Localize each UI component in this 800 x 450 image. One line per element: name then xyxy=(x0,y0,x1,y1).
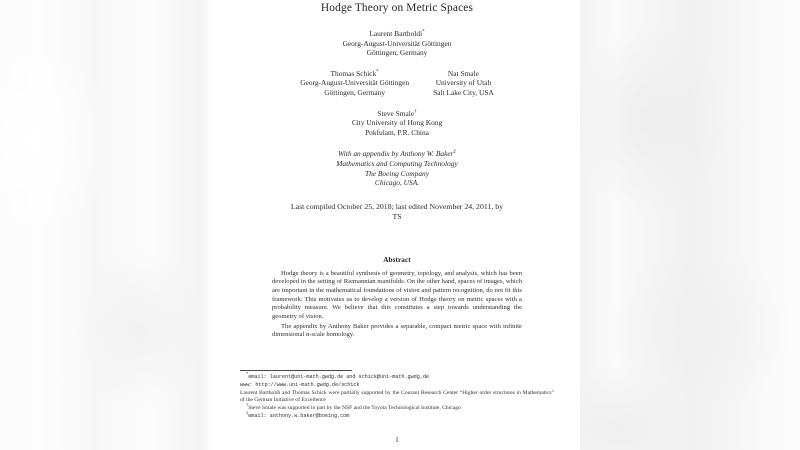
author-name: Laurent Bartholdi xyxy=(369,29,423,38)
footnote-email-bartholdi[interactable]: laurent@uni-math.gwdg.de xyxy=(269,374,344,381)
abstract-heading: Abstract xyxy=(383,255,411,264)
author-block-nat-smale xyxy=(433,69,494,98)
compiled-line-2: TS xyxy=(392,211,402,221)
author-location: Salt Lake City, USA xyxy=(433,87,494,97)
author-affiliation: Georg-August-Universität Göttingen xyxy=(342,38,452,48)
footnote-url-schick[interactable]: http://www.uni-math.gwdg.de/schick xyxy=(255,382,360,389)
appendix-credit-block xyxy=(240,149,554,187)
footnote-section xyxy=(240,370,554,420)
author-affiliation: Georg-August-Universität Göttingen xyxy=(300,78,410,88)
author-footnote-mark: * xyxy=(422,29,425,35)
author-location: Pokfulam, P.R. China xyxy=(365,127,429,137)
footnote-mark: ‡ xyxy=(246,409,249,415)
appendix-department: Mathematics and Computing Technology xyxy=(336,158,458,168)
author-block-schick xyxy=(300,69,409,98)
footnote-www-label: www: xyxy=(240,382,256,389)
footnote-item xyxy=(240,382,554,389)
author-footnote-mark: * xyxy=(376,69,379,75)
footnote-email-label: email: xyxy=(248,374,270,381)
footnote-item xyxy=(240,409,554,420)
author-name-line xyxy=(433,69,494,79)
page-title: Hodge Theory on Metric Spaces xyxy=(320,2,474,14)
backdrop-right xyxy=(580,0,800,450)
abstract-section xyxy=(240,255,554,340)
compiled-timestamp xyxy=(240,202,554,222)
appendix-footnote-mark: ‡ xyxy=(453,149,457,155)
paper-page xyxy=(214,0,580,450)
author-block-steve-smale xyxy=(240,109,554,138)
footnote-divider-rule xyxy=(240,370,352,371)
footnote-conjunction: and xyxy=(343,374,359,381)
appendix-credit-line xyxy=(240,149,554,159)
backdrop-left xyxy=(0,0,214,450)
footnote-email-baker[interactable]: anthony.w.baker@boeing.com xyxy=(269,412,350,419)
footnote-email-label: email: xyxy=(248,412,270,419)
author-affiliation: University of Utah xyxy=(435,78,492,88)
footnote-mark: * xyxy=(246,371,249,377)
abstract-paragraph: The appendix by Anthony Baker provides a separable, compact metric space with infinite dimensional α-scale homology. xyxy=(272,322,522,339)
author-name: Steve Smale xyxy=(377,108,415,118)
abstract-paragraph: Hodge theory is a beautiful synthesis of geometry, topology, and analysis, which has been developed in the setting of Riemannian manifolds. On the other hand, spaces of images, which are important in the mathematical foundations of vision and pattern recognition, do not fit this framework. This motivates us to develop a version of Hodge theory on metric spaces with a probability measure. We believe that this constitutes a step towards understanding the geometry of vision. xyxy=(272,269,522,320)
author-name: Nat Smale xyxy=(447,68,479,78)
footnote-item: Laurent Bartholdi and Thomas Schick were partially supported by the Courant Research Center “Higher order structures in Mathematics” of the German Initiative of Excellence xyxy=(240,390,554,404)
author-name: Thomas Schick xyxy=(330,68,377,78)
appendix-credit-text: With an appendix by Anthony W. Baker xyxy=(337,149,454,159)
appendix-location: Chicago, USA. xyxy=(374,178,420,188)
author-footnote-mark: † xyxy=(414,109,417,115)
abstract-body xyxy=(272,270,522,340)
footnote-item xyxy=(240,402,554,412)
author-location: Göttingen, Germany xyxy=(366,48,428,58)
author-name-line xyxy=(300,69,409,79)
author-row-schick-smale xyxy=(240,69,554,98)
page-number: 1 xyxy=(395,436,399,444)
author-name-line xyxy=(240,109,554,119)
footnote-mark: † xyxy=(246,402,249,408)
footnote-text: Steve Smale was supported in part by the NSF and the Toyota Technological Institute, Chicago xyxy=(248,405,461,411)
footnote-item xyxy=(240,371,554,381)
author-block-bartholdi xyxy=(240,29,554,58)
author-name-line xyxy=(240,29,554,39)
appendix-company: The Boeing Company xyxy=(364,168,430,178)
author-location: Göttingen, Germany xyxy=(324,87,386,97)
compiled-line-1: Last compiled October 25, 2018; last edited November 24, 2011, by xyxy=(290,201,504,211)
footnote-email-schick[interactable]: schick@uni-math.gwdg.de xyxy=(358,374,429,381)
author-affiliation: City University of Hong Kong xyxy=(351,118,443,128)
